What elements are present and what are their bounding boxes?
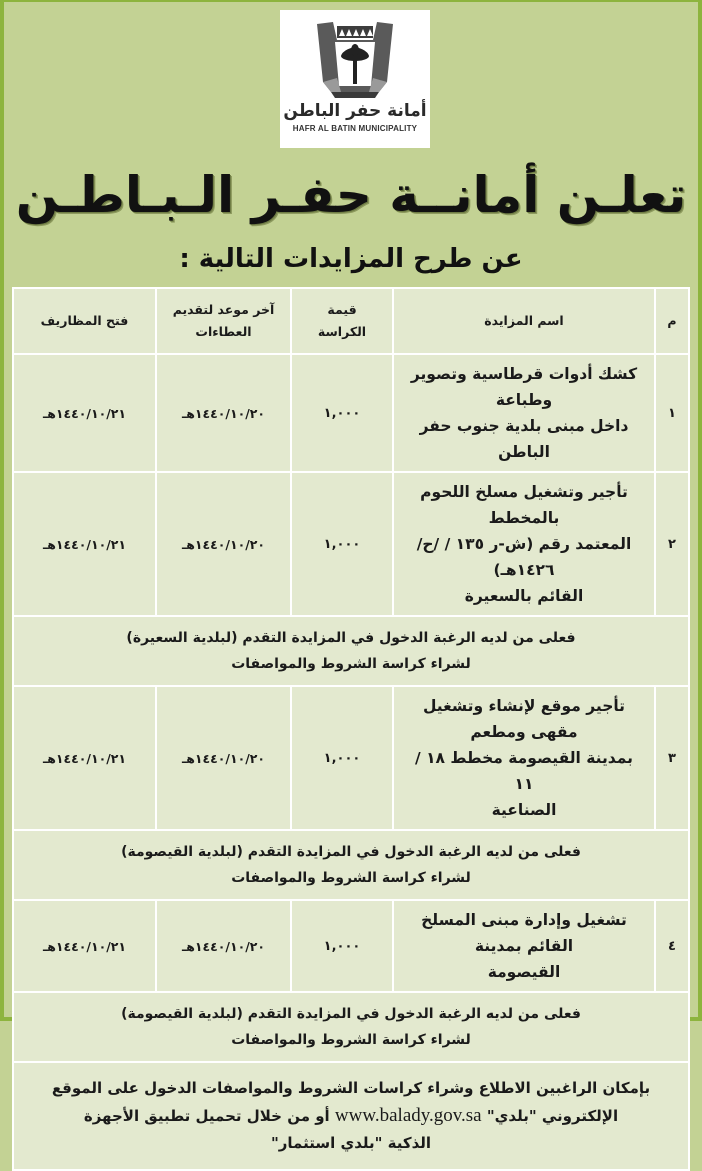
row-price: ١,٠٠٠: [291, 686, 393, 830]
name-line: المعتمد رقم (ش-ر ١٣٥ / /ح/١٤٢٦هـ): [416, 535, 632, 579]
row-deadline: ١٤٤٠/١٠/٢٠هـ: [156, 354, 291, 472]
name-line: كشك أدوات قرطاسية وتصوير وطباعة: [410, 365, 638, 409]
header-price-line2: الكراسة: [317, 324, 367, 339]
header-num: م: [655, 288, 689, 354]
table-header-row: [13, 288, 689, 354]
row-note: [13, 616, 689, 686]
row-note: [13, 830, 689, 900]
note-line: فعلى من لديه الرغبة الدخول في المزايدة التقدم (لبلدية القيصومة): [121, 844, 581, 860]
note-line: فعلى من لديه الرغبة الدخول في المزايدة التقدم (لبلدية السعيرة): [126, 630, 576, 646]
row-price: ١,٠٠٠: [291, 472, 393, 616]
row-opening: ١٤٤٠/١٠/٢١هـ: [13, 472, 156, 616]
footer-row: [13, 1062, 689, 1170]
footer-note: [13, 1062, 689, 1170]
page-subtitle: عن طرح المزايدات التالية :: [179, 244, 523, 274]
note-line: فعلى من لديه الرغبة الدخول في المزايدة التقدم (لبلدية القيصومة): [121, 1006, 581, 1022]
name-line: القيصومة: [487, 963, 561, 981]
note-line: لشراء كراسة الشروط والمواصفات: [231, 870, 471, 886]
table-note-row: [13, 830, 689, 900]
row-deadline: ١٤٤٠/١٠/٢٠هـ: [156, 686, 291, 830]
logo-english-name: HAFR AL BATIN MUNICIPALITY: [292, 123, 418, 133]
footer-line2-after: أو من خلال تحميل تطبيق الأجهزة: [83, 1107, 330, 1125]
name-line: القائم بالسعيرة: [464, 587, 584, 605]
row-deadline: ١٤٤٠/١٠/٢٠هـ: [156, 472, 291, 616]
row-num: ١: [655, 354, 689, 472]
municipality-logo: [280, 10, 430, 148]
row-auction-name: [393, 472, 655, 616]
header-price-line1: قيمة: [327, 302, 357, 317]
row-num: ٤: [655, 900, 689, 992]
header-deadline-line1: آخر موعد لتقديم: [172, 302, 275, 317]
note-line: لشراء كراسة الشروط والمواصفات: [231, 656, 471, 672]
name-line: الصناعية: [491, 801, 557, 819]
row-auction-name: [393, 354, 655, 472]
table-note-row: [13, 992, 689, 1062]
footer-line3: الذكية "بلدي استثمار": [270, 1134, 432, 1152]
note-line: لشراء كراسة الشروط والمواصفات: [231, 1032, 471, 1048]
name-line: داخل مبنى بلدية جنوب حفر الباطن: [419, 417, 629, 461]
balady-website-link[interactable]: www.balady.gov.sa: [334, 1105, 482, 1126]
auctions-table: [12, 287, 690, 1171]
table-row: [13, 472, 689, 616]
row-num: ٢: [655, 472, 689, 616]
row-deadline: ١٤٤٠/١٠/٢٠هـ: [156, 900, 291, 992]
row-opening: ١٤٤٠/١٠/٢١هـ: [13, 686, 156, 830]
name-line: تأجير موقع لإنشاء وتشغيل مقهى ومطعم: [422, 697, 626, 741]
table-note-row: [13, 616, 689, 686]
footer-line2: [24, 1102, 678, 1130]
footer-line1: بإمكان الراغبين الاطلاع وشراء كراسات الشروط والمواصفات الدخول على الموقع: [51, 1079, 651, 1097]
row-note: [13, 992, 689, 1062]
table-row: [13, 354, 689, 472]
name-line: تأجير وتشغيل مسلخ اللحوم بالمخطط: [420, 483, 628, 527]
header-deadline: [156, 288, 291, 354]
name-line: بمدينة القيصومة مخطط ١٨ / ١١: [415, 749, 633, 793]
header-deadline-line2: العطاءات: [195, 324, 252, 339]
row-opening: ١٤٤٠/١٠/٢١هـ: [13, 354, 156, 472]
page-title: تعلـن أمانــة حفـر الـبـاطـن: [15, 166, 687, 224]
footer-line2-before: الإلكتروني "بلدي": [486, 1107, 619, 1125]
auctions-table-container: [12, 287, 690, 1171]
row-price: ١,٠٠٠: [291, 354, 393, 472]
header-price: [291, 288, 393, 354]
row-opening: ١٤٤٠/١٠/٢١هـ: [13, 900, 156, 992]
header-opening: فتح المظاريف: [13, 288, 156, 354]
logo-arabic-name: أمانة حفر الباطن: [283, 101, 427, 121]
row-auction-name: [393, 900, 655, 992]
table-row: [13, 900, 689, 992]
row-price: ١,٠٠٠: [291, 900, 393, 992]
row-num: ٣: [655, 686, 689, 830]
header-name: اسم المزايدة: [393, 288, 655, 354]
row-auction-name: [393, 686, 655, 830]
palm-tree-emblem-icon: [307, 20, 403, 100]
name-line: تشغيل وإدارة مبنى المسلخ القائم بمدينة: [421, 911, 627, 955]
table-row: [13, 686, 689, 830]
